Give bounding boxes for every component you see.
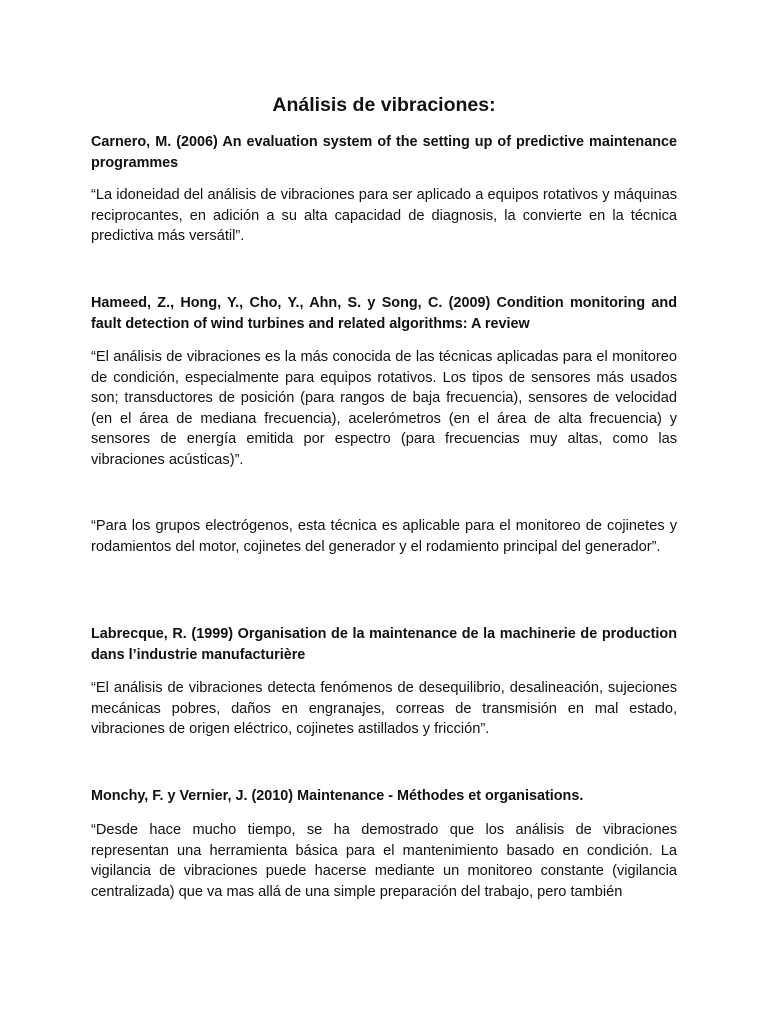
quote-hameed-2: “Para los grupos electrógenos, esta técnica es aplicable para el monitoreo de cojinetes y rodamientos del motor, cojinetes del generador y el rodamiento principal del generador”. [91,518,677,555]
reference-carnero: Carnero, M. (2006) An evaluation system of the setting up of predictive maintenance programmes [91,134,677,171]
quote-labrecque: “El análisis de vibraciones detecta fenómenos de desequilibrio, desalineación, sujeciones mecánicas pobres, daños en engranajes, correas de transmisión en mal estado, vibraciones de origen eléctrico, cojinetes astillados y fricción”. [91,680,677,738]
document-title: Análisis de vibraciones: [272,94,496,116]
reference-labrecque: Labrecque, R. (1999) Organisation de la maintenance de la machinerie de production dans l’industrie manufacturière [91,626,677,663]
quote-hameed-1: “El análisis de vibraciones es la más conocida de las técnicas aplicadas para el monitoreo de condición, especialmente para equipos rotativos. Los tipos de sensores más usados son; transductores de posición (para rangos de baja frecuencia), sensores de velocidad (en el área de mediana frecuencia), acelerómetros (en el área de alta frecuencia) y sensores de energía emitida por espectro (para frecuencias muy altas, como las vibraciones acústicas)”. [91,349,677,468]
reference-monchy: Monchy, F. y Vernier, J. (2010) Maintenance - Méthodes et organisations. [91,788,584,804]
quote-monchy: “Desde hace mucho tiempo, se ha demostrado que los análisis de vibraciones representan una herramienta básica para el mantenimiento basado en condición. La vigilancia de vibraciones puede hacerse mediante un monitoreo constante (vigilancia centralizada) que va mas allá de una simple preparación del trabajo, pero también [91,822,677,900]
reference-hameed: Hameed, Z., Hong, Y., Cho, Y., Ahn, S. y Song, C. (2009) Condition monitoring and fault detection of wind turbines and related algorithms: A review [91,295,677,332]
quote-carnero: “La idoneidad del análisis de vibraciones para ser aplicado a equipos rotativos y máquinas reciprocantes, en adición a su alta capacidad de diagnosis, la convierte en la técnica predictiva más versátil”. [91,187,677,245]
